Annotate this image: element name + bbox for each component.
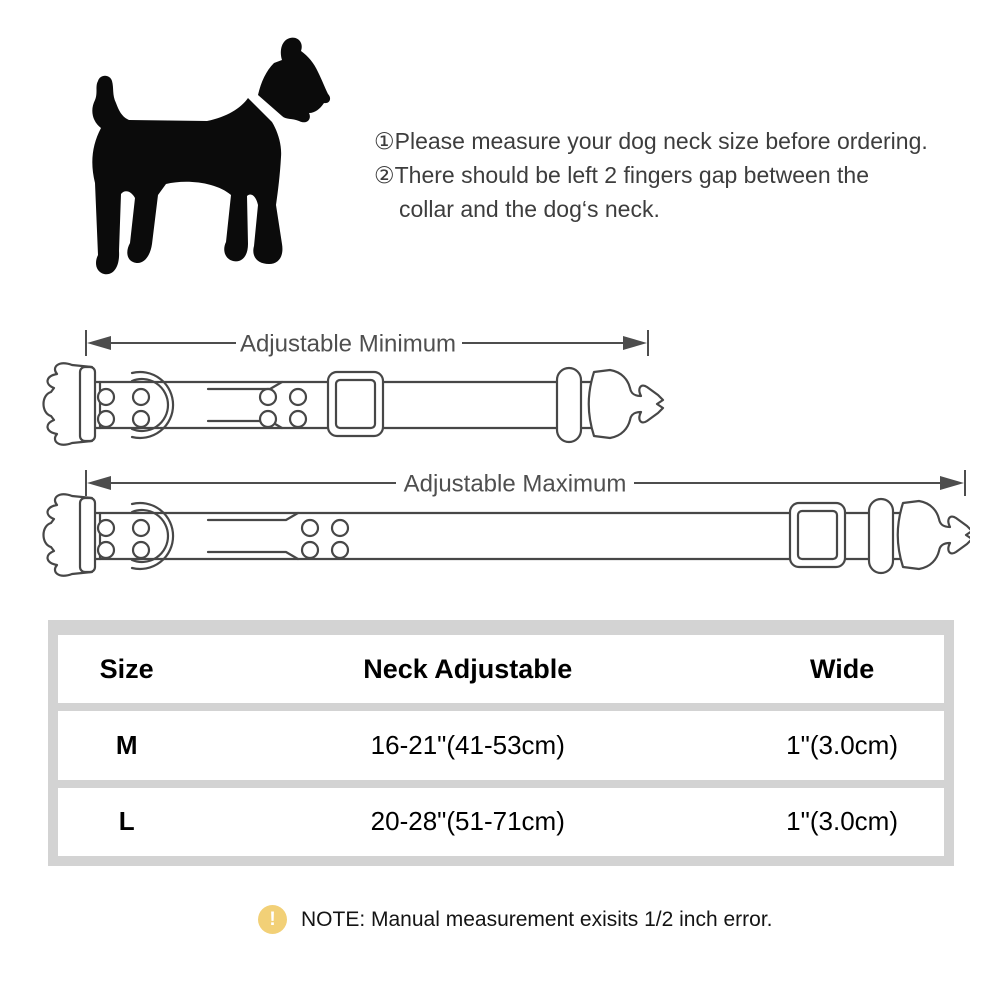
- collar-clasp-male: [898, 501, 970, 569]
- collar-maximum-diagram: [30, 489, 970, 581]
- collar-slider-buckle: [328, 372, 383, 436]
- header-neck-adjustable: Neck Adjustable: [363, 653, 573, 684]
- size-table: [48, 620, 954, 866]
- collar-buckle-female: [44, 494, 96, 575]
- measurement-error-note: [258, 905, 773, 934]
- size-value: L: [118, 806, 135, 837]
- note-line-3: collar and the dog‘s neck.: [399, 196, 660, 222]
- note-line-2: ②There should be left 2 fingers gap between the: [374, 162, 869, 188]
- table-row: [58, 788, 944, 856]
- collar-keeper-loop: [869, 499, 893, 573]
- collar-buckle-female: [44, 363, 96, 444]
- header-size: Size: [99, 653, 154, 684]
- adjustable-minimum-dimension: [84, 329, 650, 357]
- dog-body-shape: [92, 76, 282, 275]
- collar-clasp-male: [589, 370, 663, 438]
- adjustable-maximum-label: Adjustable Maximum: [403, 470, 627, 497]
- dog-head-shape: [258, 38, 330, 123]
- neck-value: 16-21"(41-53cm): [370, 729, 565, 760]
- collar-slider-buckle: [790, 503, 845, 567]
- exclamation-icon: !: [258, 905, 287, 934]
- neck-value: 20-28"(51-71cm): [370, 806, 565, 837]
- circled-2-icon: ②: [374, 162, 395, 188]
- measuring-notes: [374, 124, 928, 226]
- circled-1-icon: ①: [374, 128, 395, 154]
- adjustable-minimum-label: Adjustable Minimum: [239, 330, 457, 357]
- table-row: [58, 711, 944, 779]
- header-wide: Wide: [809, 653, 875, 684]
- size-value: M: [115, 729, 138, 760]
- dog-silhouette-icon: [85, 33, 335, 283]
- wide-value: 1"(3.0cm): [786, 806, 898, 837]
- note-line-1: ①Please measure your dog neck size before ordering.: [374, 128, 928, 154]
- size-table-header-row: [58, 635, 944, 703]
- note-text: NOTE: Manual measurement exisits 1/2 inch error.: [301, 907, 773, 931]
- collar-keeper-loop: [557, 368, 581, 442]
- wide-value: 1"(3.0cm): [786, 729, 898, 760]
- collar-minimum-diagram: [30, 358, 670, 450]
